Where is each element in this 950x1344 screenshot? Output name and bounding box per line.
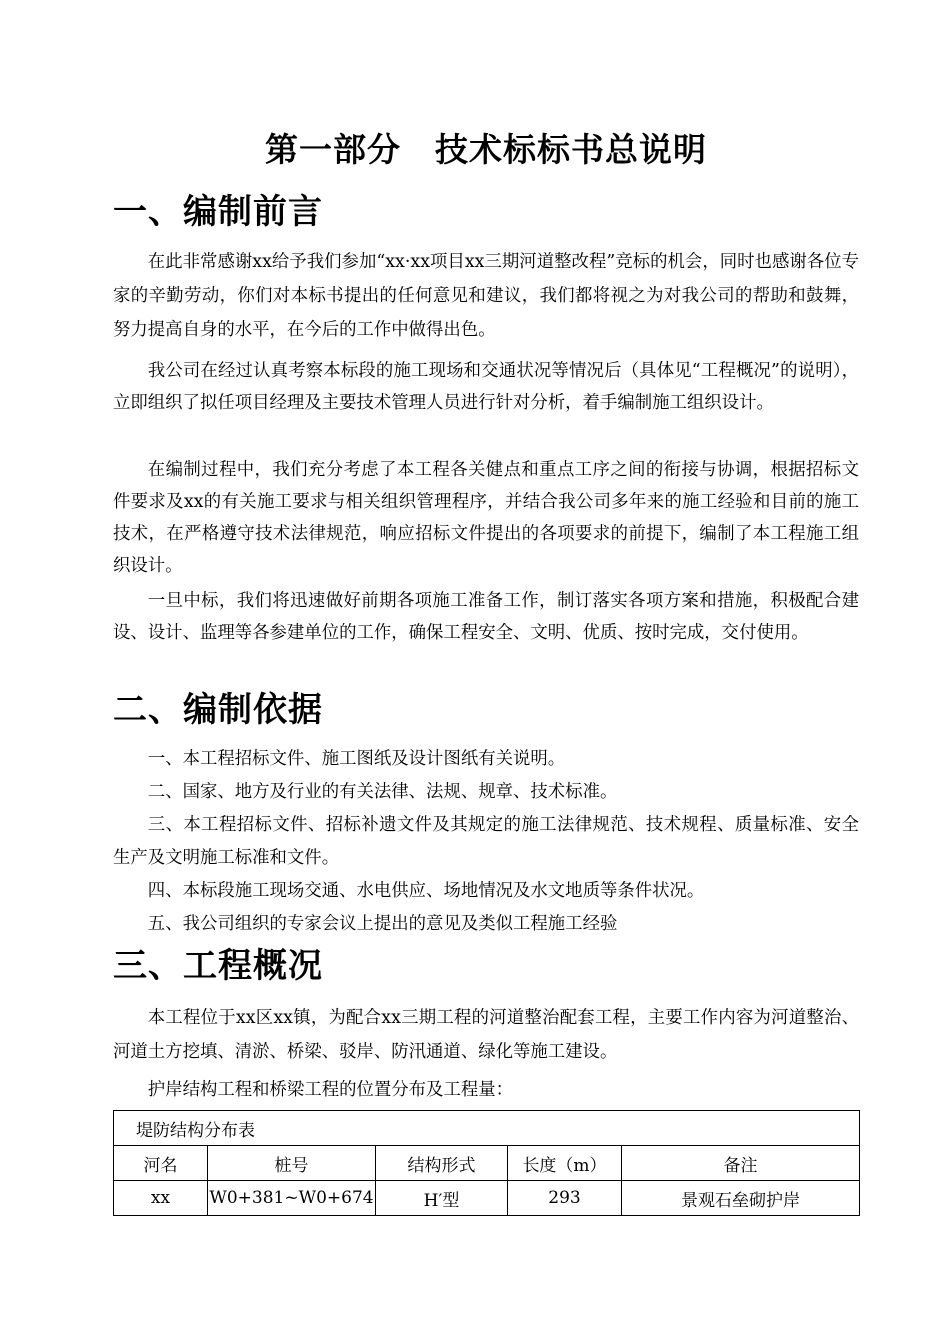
- dike-structure-table: [113, 1110, 860, 1216]
- preface-paragraph-2: 我公司在经过认真考察本标段的施工现场和交通状况等情况后（具体见“工程概况”的说明），立即组织了拟任项目经理及主要技术管理人员进行针对分析，着手编制施工组织设计。: [113, 361, 859, 413]
- table-caption: 堤防结构分布表: [114, 1111, 860, 1146]
- table-header-cell: 桩号: [208, 1146, 376, 1181]
- basis-item-1: 一、本工程招标文件、施工图纸及设计图纸有关说明。: [147, 749, 566, 769]
- table-header-cell: 结构形式: [376, 1146, 508, 1181]
- table-cell: xx: [114, 1181, 208, 1216]
- overview-paragraph-2: 护岸结构工程和桥梁工程的位置分布及工程量：: [147, 1080, 514, 1100]
- overview-paragraph-1: 本工程位于xx区xx镇，为配合xx三期工程的河道整治配套工程，主要工作内容为河道整治、河道土方挖填、清淤、桥梁、驳岸、防汛通道、绿化等施工建设。: [113, 1008, 859, 1062]
- table-caption-row: [114, 1111, 860, 1146]
- table-header-cell: 河名: [114, 1146, 208, 1181]
- basis-item-2: 二、国家、地方及行业的有关法律、法规、规章、技术标准。: [147, 782, 618, 802]
- preface-paragraph-3: 在编制过程中，我们充分考虑了本工程各关健点和重点工序之间的衔接与协调，根据招标文件要求及xx的有关施工要求与相关组织管理程序，并结合我公司多年来的施工经验和目前的施工技术，在严格遵守技术法律规范，响应招标文件提出的各项要求的前提下，编制了本工程施工组织设计。: [113, 460, 859, 576]
- table-cell: H′型: [376, 1181, 508, 1216]
- basis-item-4: 四、本标段施工现场交通、水电供应、场地情况及水文地质等条件状况。: [147, 881, 705, 901]
- section-heading-overview: 三、工程概况: [113, 946, 323, 986]
- basis-item-5: 五、我公司组织的专家会议上提出的意见及类似工程施工经验: [147, 914, 618, 934]
- table-header-row: [114, 1146, 860, 1181]
- section-heading-preface: 一、编制前言: [113, 192, 323, 232]
- preface-paragraph-1: 在此非常感谢xx给予我们参加“xx·xx项目xx三期河道整改程”竞标的机会，同时也感谢各位专家的辛勤劳动，你们对本标书提出的任何意见和建议，我们都将视之为对我公司的帮助和鼓舞，努力提高自身的水平，在今后的工作中做得出色。: [113, 252, 859, 340]
- table-cell: W0+381~W0+674: [208, 1181, 376, 1216]
- preface-paragraph-4: 一旦中标，我们将迅速做好前期各项施工准备工作，制订落实各项方案和措施，积极配合建设、设计、监理等各参建单位的工作，确保工程安全、文明、优质、按时完成，交付使用。: [113, 591, 859, 643]
- table-header-cell: 备注: [622, 1146, 860, 1181]
- table-cell: 293: [508, 1181, 622, 1216]
- table-row: [114, 1181, 860, 1216]
- table-cell: 景观石垒砌护岸: [622, 1181, 860, 1216]
- basis-item-3: 三、本工程招标文件、招标补遗文件及其规定的施工法律规范、技术规程、质量标准、安全生产及文明施工标准和文件。: [113, 815, 859, 868]
- document-title: 第一部分 技术标标书总说明: [265, 130, 707, 169]
- table-header-cell: 长度（m）: [508, 1146, 622, 1181]
- section-heading-basis: 二、编制依据: [113, 690, 323, 730]
